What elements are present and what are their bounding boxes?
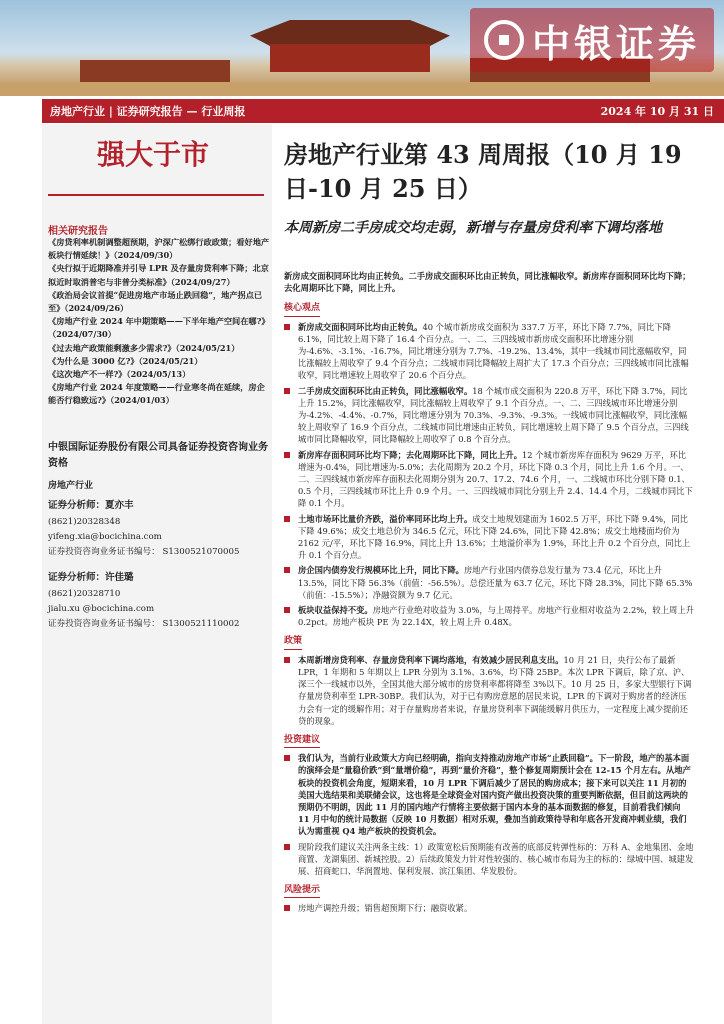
brand-logo: [470, 8, 714, 72]
company-name: 中银国际证券股份有限公司具备证券投资咨询业务资格: [48, 442, 268, 469]
brand-name: 中银证券: [531, 21, 700, 66]
bullet-item: 现阶段我们建议关注两条主线：1）政策宽松后预期能有改善的底部反转弹性标的：万科 A、金地集团、金地商置、龙湖集团、新城控股。2）后续政策发力针对性较强的、核心城市布局为主的标的：绿城中国、城建发展、招商蛇口、华润置地、保利发展、滨江集团、华发股份。: [284, 841, 694, 878]
analyst-name: 证券分析师：许佳璐: [48, 572, 134, 583]
report-category: 房地产行业 | 证券研究报告 — 行业周报: [50, 105, 246, 118]
boc-logo-icon: [484, 20, 524, 60]
related-report[interactable]: 《过去地产政策能剩激多少需求?》（2024/05/21）: [48, 342, 240, 353]
related-report[interactable]: 《房贷利率机制调整超预期，沪深广松绑行政政策；看好地产板块行情延续！》（2024/09/30）: [48, 237, 270, 261]
lead-paragraph: 新房成交面积同环比均由正转负。二手房成交面积环比由正转负，同比涨幅收窄。新房库存面积同环比均下降；去化周期环比下降，同比上升。: [284, 271, 691, 294]
section-heading: 核心观点: [284, 302, 320, 316]
analyst-email[interactable]: jialu.xu @bocichina.com: [48, 604, 155, 614]
bullet-item: 房地产调控升级；销售超预期下行；融资收紧。: [284, 902, 694, 914]
rating: 强大于市: [96, 138, 209, 171]
section-heading: 投资建议: [284, 734, 320, 748]
related-report[interactable]: 《政治局会议首提“促进房地产市场止跌回稳”，地产拐点已至》（2024/09/26）: [48, 289, 263, 314]
bullet-item: 新房库存面积同环比均下降；去化周期环比下降，同比上升。12 个城市新房库存面积为 9629 万平，环比增速为-0.4%，同比增速为-5.0%；去化周期为 20.2 个月，环比下降 0.3 个月，同比上升 1.6 个月。一、二、三四线城市新房库存面积去化周期分别为 20.7、17.2、74.6 个月，一、二线城市环比分别下降 0.1、0.5 个月，三四线城市环比上升 0.9 个月。一、三四线城市同比分别上升 2.4、14.4 个月，二线城市同比下降 0.1 个月。: [284, 449, 694, 510]
bullet-item: 板块収益保持不变。房地产行业绝对收益为 3.0%，与上周持平。房地产行业相对收益为 2.2%，较上周上升 0.2pct。房地产板块 PE 为 22.14X，较上周上升 0.48X。: [284, 604, 694, 628]
analyst-cert: 证券投资咨询业务证书编号： S1300521070005: [48, 547, 240, 557]
related-reports-title: 相关研究报告: [48, 226, 108, 237]
related-report[interactable]: 《为什么是 3000 亿?》（2024/05/21）: [48, 355, 203, 366]
related-report[interactable]: 《这次地产不一样?》（2024/05/13）: [48, 369, 191, 380]
ground-graphic: [0, 82, 724, 96]
analyst-block: [48, 498, 270, 560]
report-date: 2024 年 10 月 31 日: [600, 105, 714, 118]
analyst-email[interactable]: yifeng.xia@bocichina.com: [48, 532, 162, 542]
palace-roof-graphic: [250, 20, 450, 46]
report-type-bar: [42, 99, 724, 123]
industry-label: 房地产行业: [48, 481, 94, 491]
bullet-item: 我们认为，当前行业政策大方向已经明确，指向支持推动房地产市场“止跌回稳”。下一阶段，地产的基本面的演绎会是“量稳价跌”到“量增价稳”，再到“量价齐稳”，整个修复周期预计会在 12-15 个月左右。从地产板块的投资机会角度，短期来看，10 月 LPR 下调后减少了居民的购房成本；接下来可以关注 11 月初的美国大选结果和美联储会议，这也将是全球资金对国内资产做出投资决策的重要判断依据，但目前这两块的预期仍不明朗，因此 11 月的国内地产行情将主要依据于国内本身的基本面数据的修复，目前看我们倾向 11 月中旬的统计局数据（反映 10 月数据）相对乐观，叠加当前政策待导和年底各开发商冲刺业绩，我们认为需重视 Q4 地产板块的投资机会。: [284, 752, 694, 837]
bullet-item: 新房成交面积同环比均由正转负。40 个城市新房成交面积为 337.7 万平，环比下降 7.7%，同比下降 6.1%，同比较上周下降了 16.4 个百分点。一、二、三四线城市新房成交面积环比增速分别为-4.6%、-3.1%、-16.7%，同比增速分别为 7.7%、-19.2%、13.4%，其中一线城市同比涨幅收窄，同比涨幅较上周收窄了 9.4 个百分点；二线城市同比降幅较上周扩大了 17.3 个百分点；三四线城市同比涨幅收窄，同比增速较上周收窄了 20.6 个百分点。: [284, 321, 694, 382]
bullet-item: 土地市场环比量价齐跌，溢价率同环比均上升。成交土地规划建面为 1602.5 万平，环比下降 9.4%，同比下降 49.6%；成交土地总价为 346.5 亿元，环比下降 24.6%，同比下降 42.8%；成交土地楼面均价为 2162 元/平，环比下降 16.9%，同比上升 13.6%；土地溢价率为 1.9%，环比上升 0.2 个百分点，同比上升 0.1 个百分点。: [284, 513, 694, 562]
analyst-phone: (8621)20328710: [48, 589, 121, 599]
analyst-phone: (8621)20328348: [48, 517, 121, 527]
bullet-item: 本周新增房贷利率、存量房贷利率下调均落地，有效减少居民利息支出。10 月 21 日，央行公布了最新 LPR，1 年期和 5 年期以上 LPR 分别为 3.1%、3.6%，均下降 25BP。本次 LPR 下调后，除了京、沪、深三个一线城市以外，全国其他大部分城市的房贷利率都将降至 3%以下。10 月 25 日，多家大型银行下调存量房贷利率至 LPR-30BP。我们认为，对于已有购房意愿的居民来说，LPR 的下调对于购房者的经济压力会有一定的缓解作用；对于存量购房者来说，存量房贷利率下调能缓解月供压力，一定程度上减少提前还贷的现象。: [284, 654, 694, 727]
analyst-cert: 证券投资咨询业务证书编号： S1300521110002: [48, 619, 240, 629]
section-heading: 风险提示: [284, 884, 320, 898]
related-reports-list: [48, 236, 270, 408]
divider: [48, 194, 264, 196]
report-title: 房地产行业第 43 周周报（10 月 19 日-10 月 25 日）: [284, 140, 682, 203]
report-subtitle: 本周新房二手房成交均走弱，新增与存量房贷利率下调均落地: [284, 220, 662, 236]
bullet-item: 房企国内债券发行规模环比上升，同比下降。房地产行业国内债券总发行量为 73.4 亿元，环比上升 13.5%，同比下降 56.3%（前值：-56.5%）。总偿还量为 63.7 亿元，环比下降 28.3%，同比下降 65.3%（前值：-15.5%）；净融资额为 9.7 亿元。: [284, 564, 694, 601]
palace-wing-left-graphic: [80, 60, 230, 84]
analyst-name: 证券分析师：夏亦丰: [48, 500, 134, 511]
palace-hall-graphic: [270, 44, 430, 72]
related-report[interactable]: 《房地产行业 2024 年中期策略——下半年地产空间在哪?》（2024/07/30）: [48, 316, 270, 340]
report-body: [284, 270, 694, 918]
header-banner: [0, 0, 724, 96]
section-heading: 政策: [284, 635, 302, 649]
analyst-block: [48, 570, 270, 632]
related-report[interactable]: 《房地产行业 2024 年度策略——行业寒冬尚在延续，房企能否行稳致远?》（2024/01/03）: [48, 382, 265, 406]
related-report[interactable]: 《央行拟于近期降准并引导 LPR 及存量房贷利率下降；北京拟近时取消普宅与非普分类标准》（2024/09/27）: [48, 263, 269, 287]
bullet-item: 二手房成交面积环比由正转负，同比涨幅收窄。18 个城市成交面积为 220.8 万平，环比下降 3.7%，同比上升 15.2%，同比涨幅收窄，同比涨幅较上周收窄了 9.1 个百分点。一、二、三四线城市环比增速分别为-4.2%、-4.4%、-0.7%，同比增速分别为 70.3%、-9.3%、-9.3%。一线城市同比涨幅收窄，同比涨幅较上周收窄了 16.9 个百分点，二线城市同比增速由正转负，同比增速较上周下降了 9.5 个百分点，三四线城市同比降幅收窄，同比降幅较上周收窄了 0.8 个百分点。: [284, 385, 694, 446]
